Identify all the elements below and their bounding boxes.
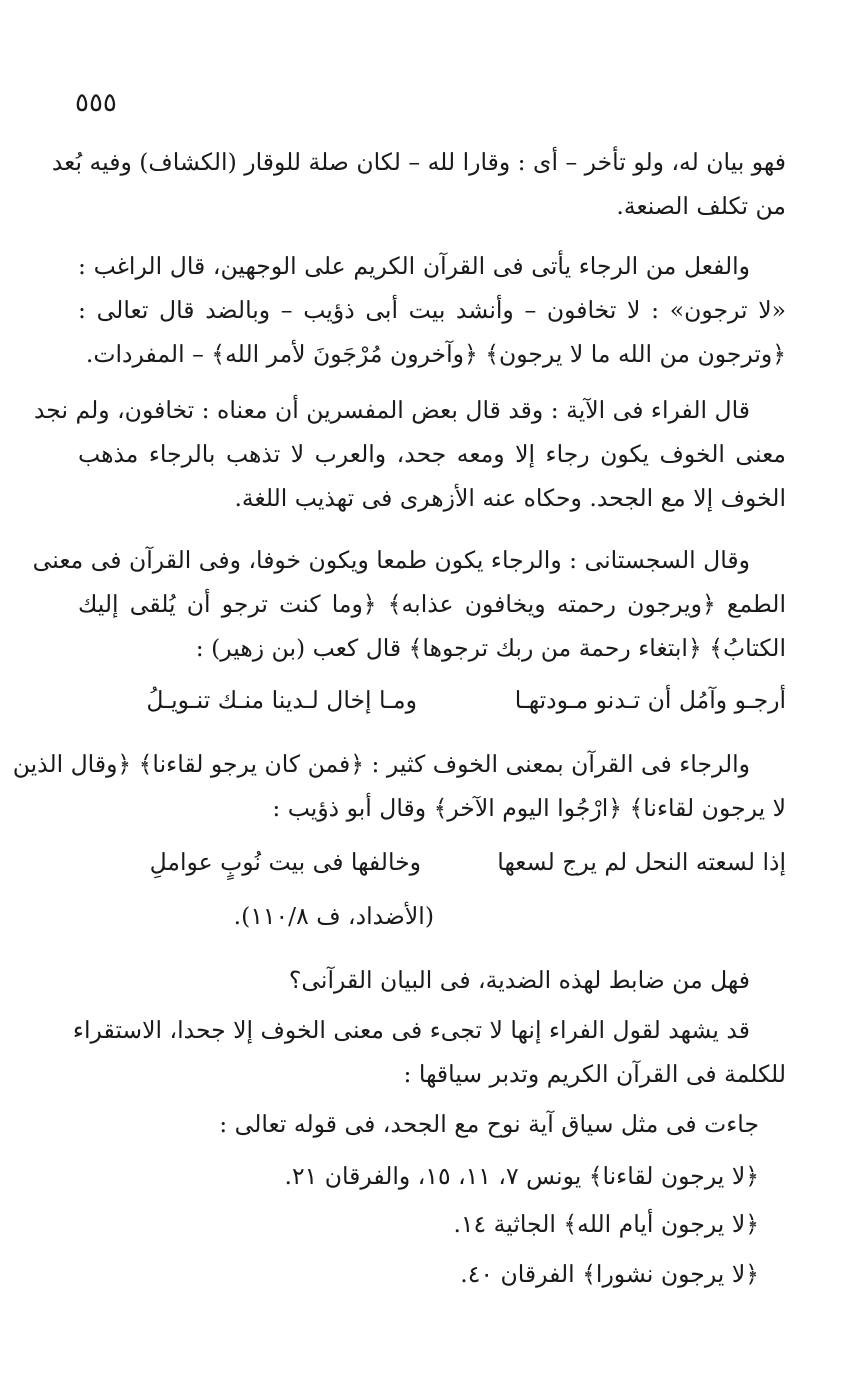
paragraph-5 [12,742,786,830]
text-line: «لا ترجون» : لا تخافون – وأنشد بيت أبى ذؤيب – وبالضد قال تعالى : [78,296,786,324]
paragraph-7 [72,1008,786,1096]
text-line: معنى الخوف يكون رجاء إلا ومعه جحد، والعرب لا تذهب بالرجاء مذهب [78,440,786,468]
text-line: الكتابُ﴾ ﴿ابتغاء رحمة من ربك ترجوها﴾ قال كعب (بن زهير) : [195,634,786,662]
verse-1-first-hemistich: أرجـو وآمُل أن تـدنو مـودتهـا [514,686,786,714]
text-line: والفعل من الرجاء يأتى فى القرآن الكريم على الوجهين، قال الراغب : [78,252,750,280]
page-number: ٥٥٥ [75,88,117,118]
text-line: ﴿وترجون من الله ما لا يرجون﴾ ﴿وآخرون مُرْجَونَ لأمر الله﴾ – المفردات. [85,340,786,368]
list-item: ﴿لا يرجون لقاءنا﴾ يونس ٧، ١١، ١٥، والفرقان ٢١. [284,1162,759,1190]
paragraph-1 [51,140,786,228]
paragraph-3 [33,388,786,520]
verse-2-source: (الأضداد، ف ١١٠/٨). [233,902,434,930]
text-line: للكلمة فى القرآن الكريم وتدبر سياقها : [403,1060,786,1088]
text-line: من تكلف الصنعة. [616,192,786,220]
verse-1-second-hemistich: ومـا إخال لـدينا منـك تنـويـلُ [146,686,417,714]
text-line: فهو بيان له، ولو تأخر – أى : وقارا لله – لكان صلة للوقار (الكشاف) وفيه بُعد [51,148,786,176]
text-line: الطمع ﴿ويرجون رحمته ويخافون عذابه﴾ ﴿وما كنت ترجو أن يُلقى إليك [78,590,786,618]
list-item: ﴿لا يرجون نشورا﴾ الفرقان ٤٠. [460,1260,759,1288]
paragraph-6 [78,958,786,1002]
text-line: الخوف إلا مع الجحد. وحكاه عنه الأزهرى فى تهذيب اللغة. [234,484,786,512]
text-line: قال الفراء فى الآية : وقد قال بعض المفسرين أن معناه : تخافون، ولم نجد [33,396,750,424]
text-line: والرجاء فى القرآن بمعنى الخوف كثير : ﴿فمن كان يرجو لقاءنا﴾ ﴿وقال الذين [12,750,750,778]
verse-2-first-hemistich: إذا لسعته النحل لم يرج لسعها [497,848,786,876]
paragraph-2 [78,244,786,376]
paragraph-4 [32,538,786,670]
text-line: وقال السجستانى : والرجاء يكون طمعا ويكون خوفا، وفى القرآن فى معنى [32,546,750,574]
paragraph-8: جاءت فى مثل سياق آية نوح مع الجحد، فى قوله تعالى : [219,1110,759,1138]
verse-2-second-hemistich: وخالفها فى بيت نُوبٍ عواملِ [149,848,421,876]
list-item: ﴿لا يرجون أيام الله﴾ الجاثية ١٤. [453,1210,759,1238]
text-line: لا يرجون لقاءنا﴾ ﴿ارْجُوا اليوم الآخر﴾ وقال أبو ذؤيب : [272,794,786,822]
text-line: فهل من ضابط لهذه الضدية، فى البيان القرآنى؟ [288,966,750,994]
text-line: قد يشهد لقول الفراء إنها لا تجىء فى معنى الخوف إلا جحدا، الاستقراء [72,1016,750,1044]
